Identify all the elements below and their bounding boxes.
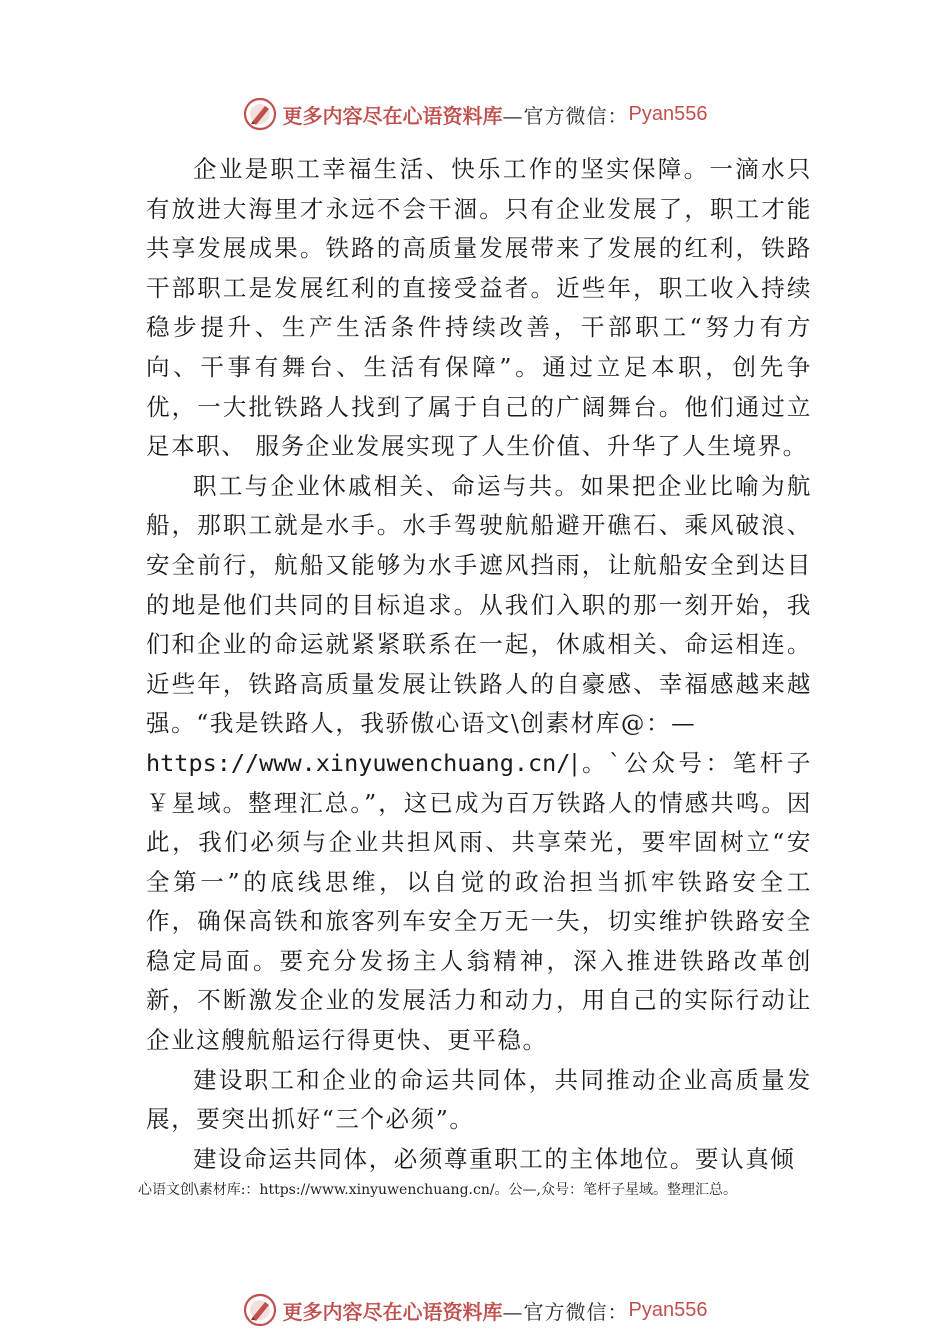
banner-wechat-id: Pyan556 bbox=[628, 102, 708, 125]
footer-note: 心语文创\素材库:：https://www.xinyuwenchuang.cn/。公—,众号：笔杆子星域。整理汇总。 bbox=[138, 1182, 738, 1198]
paragraph-1: 企业是职工幸福生活、快乐工作的坚实保障。一滴水只有放进大海里才永远不会干涸。只有企业发展了，职工才能共享发展成果。铁路的高质量发展带来了发展的红利，铁路干部职工是发展红利的直接受益者。近些年，职工收入持续稳步提升、生产生活条件持续改善，干部职工“努力有方向、干事有舞台、生活有保障”。通过立足本职，创先争优，一大批铁路人找到了属于自己的广阔舞台。他们通过立足本职、 服务企业发展实现了人生价值、升华了人生境界。 bbox=[146, 155, 812, 461]
paragraph-2-continued: |。`公众号：笔杆子￥星域。整理汇总。”，这已成为百万铁路人的情感共鸣。因此，我们必须与企业共担风雨、共享荣光，要牢固树立“安全第一”的底线思维，以自觉的政治担当抓牢铁路安全工作，确保高铁和旅客列车安全万无一失，切实维护铁路安全稳定局面。要充分发扬主人翁精神，深入推进铁路改革创新，不断激发企业的发展活力和动力，用自己的实际行动让企业这艘航船运行得更快、更平稳。 bbox=[146, 748, 812, 1055]
document-body bbox=[146, 150, 812, 1179]
paragraph-2 bbox=[146, 467, 812, 1061]
paragraph-2-text: 职工与企业休戚相关、命运与共。如果把企业比喻为航船，那职工就是水手。水手驾驶航船避开礁石、乘风破浪、安全前行，航船又能够为水手遮风挡雨，让航船安全到达目的地是他们共同的目标追求。从我们入职的那一刻开始，我们和企业的命运就紧紧联系在一起，休戚相关、命运相连。近些年，铁路高质量发展让铁路人的自豪感、幸福感越来越强。“我是铁路人，我骄傲心语文\创素材库@：— bbox=[146, 471, 812, 738]
banner-wechat-id: Pyan556 bbox=[628, 1298, 708, 1321]
header-banner bbox=[0, 94, 950, 134]
banner-separator: —官方微信： bbox=[502, 1299, 629, 1324]
banner-title: 更多内容尽在心语资料库 bbox=[282, 103, 503, 128]
paragraph-4: 建设命运共同体，必须尊重职工的主体地位。要认真倾 bbox=[193, 1144, 796, 1173]
paragraph-3: 建设职工和企业的命运共同体，共同推动企业高质量发展，要突出抓好“三个必须”。 bbox=[146, 1065, 812, 1134]
paragraph-2-url: https://www.xinyuwenchuang.cn/ bbox=[146, 748, 571, 777]
banner-separator: —官方微信： bbox=[502, 103, 629, 128]
banner-title: 更多内容尽在心语资料库 bbox=[282, 1299, 503, 1324]
brush-pen-logo-icon bbox=[243, 1293, 277, 1327]
brush-pen-logo-icon bbox=[243, 97, 277, 131]
footer-banner bbox=[0, 1290, 950, 1330]
